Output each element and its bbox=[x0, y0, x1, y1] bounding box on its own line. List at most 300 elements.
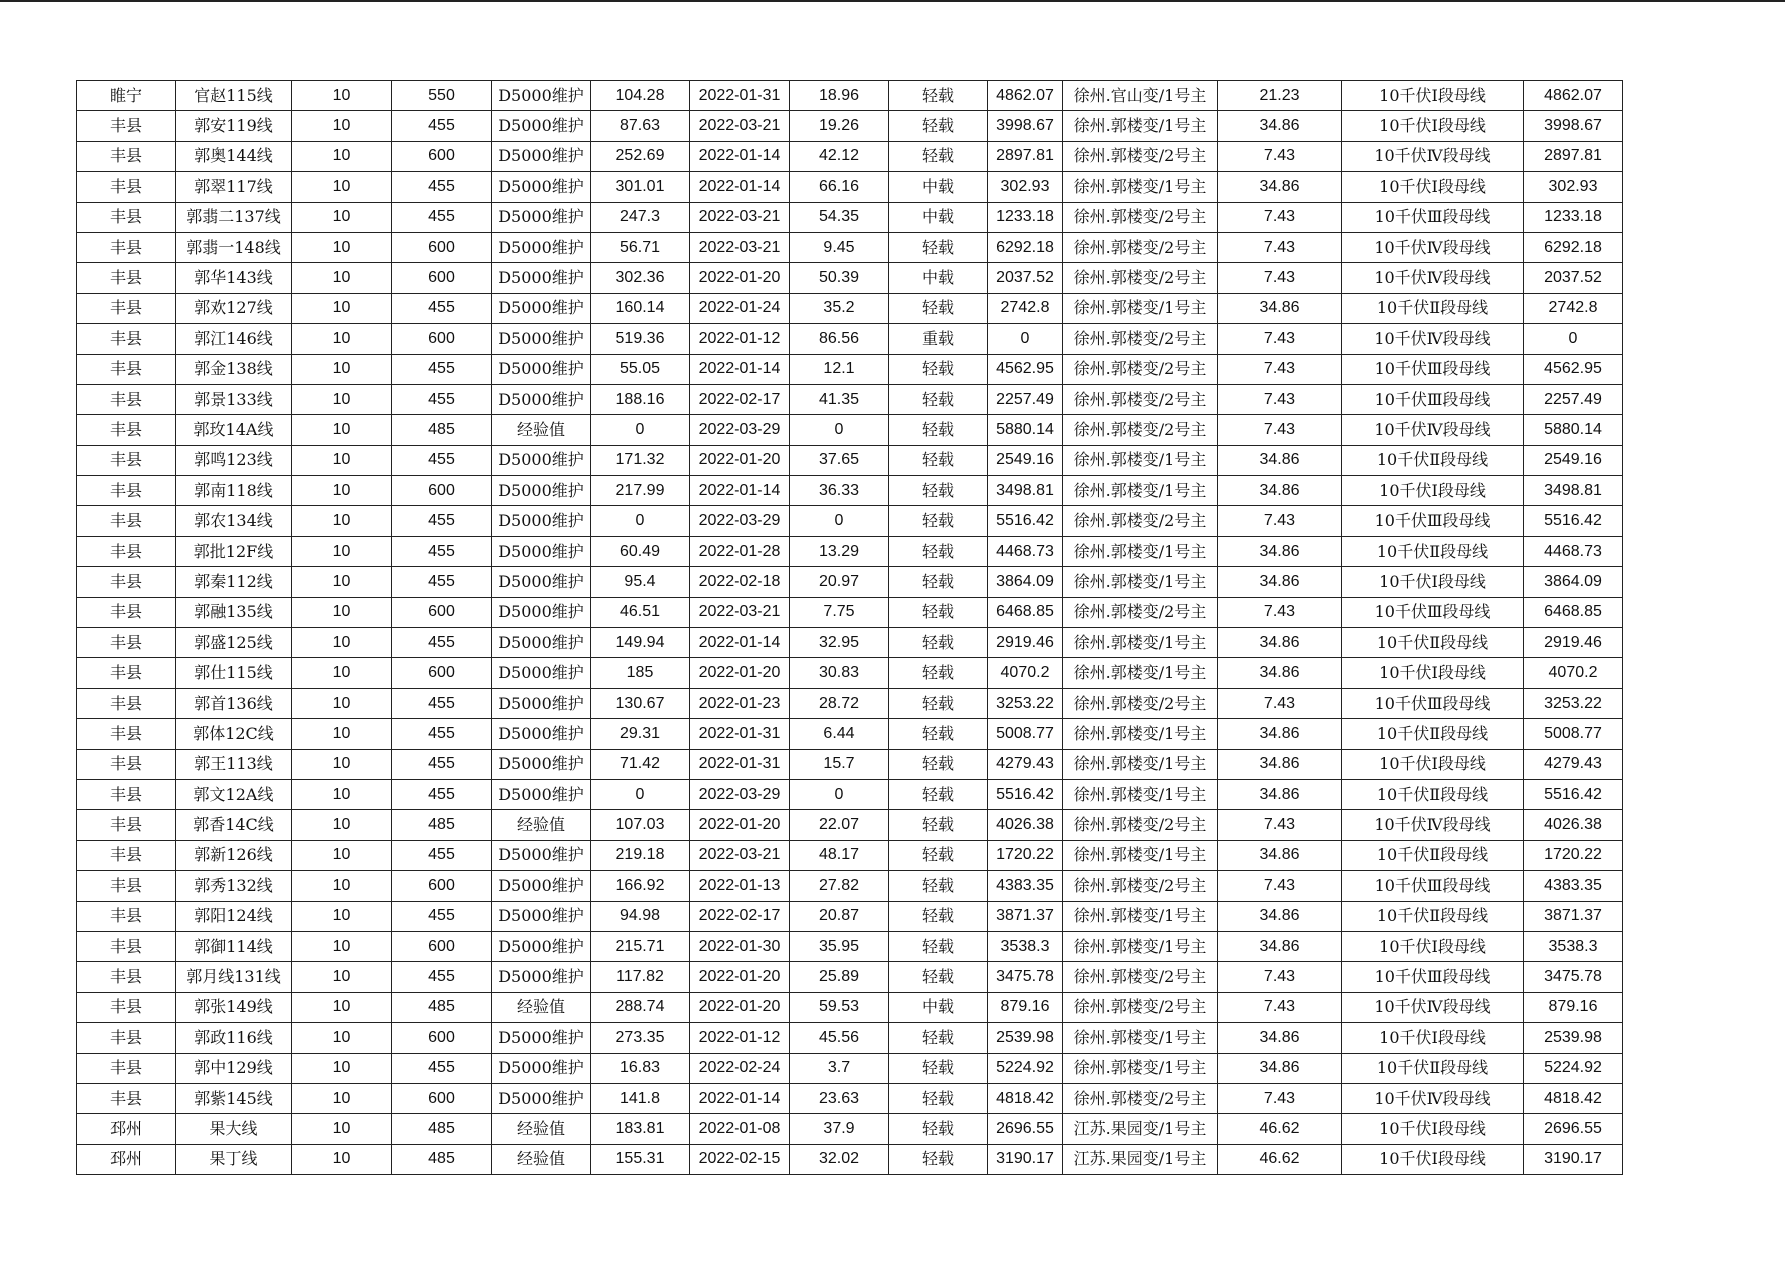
cell-busbar: 10千伏Ⅲ段母线 bbox=[1342, 202, 1524, 232]
cell-voltage: 10 bbox=[292, 992, 392, 1022]
cell-district: 丰县 bbox=[77, 111, 176, 141]
cell-transformer-source: 徐州.郭楼变/2号主 bbox=[1063, 871, 1218, 901]
cell-available-capacity: 4818.42 bbox=[988, 1083, 1063, 1113]
cell-line-name: 郭秦112线 bbox=[176, 567, 292, 597]
cell-load-status: 轻载 bbox=[889, 810, 988, 840]
cell-data-source-method: D5000维护 bbox=[492, 901, 591, 931]
cell-available-capacity: 2919.46 bbox=[988, 628, 1063, 658]
cell-transformer-load-rate: 34.86 bbox=[1218, 931, 1342, 961]
cell-load-rate: 35.95 bbox=[790, 931, 889, 961]
cell-line-name: 郭文12A线 bbox=[176, 779, 292, 809]
cell-busbar-capacity: 4862.07 bbox=[1524, 81, 1623, 111]
cell-data-source-method: D5000维护 bbox=[492, 962, 591, 992]
cell-line-name: 郭阳124线 bbox=[176, 901, 292, 931]
cell-busbar-capacity: 2037.52 bbox=[1524, 263, 1623, 293]
table-row bbox=[77, 324, 1623, 354]
table-row bbox=[77, 172, 1623, 202]
cell-data-source-method: D5000维护 bbox=[492, 324, 591, 354]
cell-voltage: 10 bbox=[292, 628, 392, 658]
cell-transformer-load-rate: 34.86 bbox=[1218, 840, 1342, 870]
cell-transformer-load-rate: 34.86 bbox=[1218, 1023, 1342, 1053]
cell-load-status: 轻载 bbox=[889, 81, 988, 111]
cell-load-status: 中载 bbox=[889, 992, 988, 1022]
cell-date: 2022-03-21 bbox=[690, 111, 790, 141]
cell-district: 丰县 bbox=[77, 962, 176, 992]
cell-line-name: 郭体12C线 bbox=[176, 719, 292, 749]
table-row bbox=[77, 719, 1623, 749]
cell-available-capacity: 4468.73 bbox=[988, 536, 1063, 566]
cell-data-source-method: D5000维护 bbox=[492, 658, 591, 688]
cell-line-name: 郭景133线 bbox=[176, 384, 292, 414]
cell-voltage: 10 bbox=[292, 871, 392, 901]
cell-current-value: 273.35 bbox=[591, 1023, 690, 1053]
cell-transformer-load-rate: 7.43 bbox=[1218, 415, 1342, 445]
cell-rated-current: 600 bbox=[392, 1023, 492, 1053]
cell-date: 2022-01-14 bbox=[690, 354, 790, 384]
cell-transformer-load-rate: 46.62 bbox=[1218, 1144, 1342, 1174]
cell-busbar: 10千伏Ⅳ段母线 bbox=[1342, 1083, 1524, 1113]
cell-data-source-method: D5000维护 bbox=[492, 384, 591, 414]
cell-busbar: 10千伏Ⅰ段母线 bbox=[1342, 1023, 1524, 1053]
cell-date: 2022-01-20 bbox=[690, 962, 790, 992]
cell-district: 丰县 bbox=[77, 415, 176, 445]
cell-current-value: 183.81 bbox=[591, 1114, 690, 1144]
cell-transformer-load-rate: 7.43 bbox=[1218, 506, 1342, 536]
cell-data-source-method: D5000维护 bbox=[492, 840, 591, 870]
cell-rated-current: 455 bbox=[392, 506, 492, 536]
cell-available-capacity: 2257.49 bbox=[988, 384, 1063, 414]
cell-busbar: 10千伏Ⅳ段母线 bbox=[1342, 232, 1524, 262]
cell-voltage: 10 bbox=[292, 810, 392, 840]
cell-transformer-load-rate: 7.43 bbox=[1218, 597, 1342, 627]
cell-district: 丰县 bbox=[77, 719, 176, 749]
cell-load-status: 轻载 bbox=[889, 232, 988, 262]
cell-available-capacity: 4279.43 bbox=[988, 749, 1063, 779]
cell-load-status: 重载 bbox=[889, 324, 988, 354]
cell-available-capacity: 2897.81 bbox=[988, 141, 1063, 171]
cell-date: 2022-02-17 bbox=[690, 901, 790, 931]
cell-available-capacity: 3871.37 bbox=[988, 901, 1063, 931]
feeder-load-table bbox=[76, 80, 1623, 1175]
cell-district: 丰县 bbox=[77, 567, 176, 597]
cell-transformer-source: 徐州.郭楼变/2号主 bbox=[1063, 354, 1218, 384]
cell-date: 2022-01-31 bbox=[690, 749, 790, 779]
cell-load-status: 轻载 bbox=[889, 354, 988, 384]
cell-transformer-load-rate: 34.86 bbox=[1218, 476, 1342, 506]
cell-transformer-source: 徐州.郭楼变/1号主 bbox=[1063, 536, 1218, 566]
table-row bbox=[77, 384, 1623, 414]
cell-date: 2022-01-14 bbox=[690, 476, 790, 506]
cell-current-value: 107.03 bbox=[591, 810, 690, 840]
cell-line-name: 果丁线 bbox=[176, 1144, 292, 1174]
cell-voltage: 10 bbox=[292, 232, 392, 262]
cell-transformer-source: 徐州.郭楼变/2号主 bbox=[1063, 324, 1218, 354]
cell-data-source-method: D5000维护 bbox=[492, 1023, 591, 1053]
cell-load-status: 轻载 bbox=[889, 506, 988, 536]
cell-available-capacity: 3475.78 bbox=[988, 962, 1063, 992]
cell-available-capacity: 5224.92 bbox=[988, 1053, 1063, 1083]
cell-voltage: 10 bbox=[292, 202, 392, 232]
cell-transformer-source: 徐州.郭楼变/2号主 bbox=[1063, 141, 1218, 171]
cell-available-capacity: 2549.16 bbox=[988, 445, 1063, 475]
cell-busbar: 10千伏Ⅰ段母线 bbox=[1342, 931, 1524, 961]
cell-district: 丰县 bbox=[77, 840, 176, 870]
cell-data-source-method: D5000维护 bbox=[492, 172, 591, 202]
cell-load-status: 轻载 bbox=[889, 111, 988, 141]
cell-transformer-load-rate: 7.43 bbox=[1218, 263, 1342, 293]
cell-district: 丰县 bbox=[77, 141, 176, 171]
table-row bbox=[77, 1144, 1623, 1174]
cell-data-source-method: D5000维护 bbox=[492, 506, 591, 536]
cell-available-capacity: 3864.09 bbox=[988, 567, 1063, 597]
cell-load-rate: 3.7 bbox=[790, 1053, 889, 1083]
cell-load-rate: 25.89 bbox=[790, 962, 889, 992]
cell-line-name: 郭月线131线 bbox=[176, 962, 292, 992]
cell-transformer-source: 徐州.郭楼变/1号主 bbox=[1063, 445, 1218, 475]
cell-busbar-capacity: 6292.18 bbox=[1524, 232, 1623, 262]
cell-current-value: 188.16 bbox=[591, 384, 690, 414]
cell-load-rate: 32.95 bbox=[790, 628, 889, 658]
table-row bbox=[77, 871, 1623, 901]
cell-data-source-method: D5000维护 bbox=[492, 293, 591, 323]
cell-current-value: 55.05 bbox=[591, 354, 690, 384]
table-row bbox=[77, 232, 1623, 262]
cell-district: 丰县 bbox=[77, 1053, 176, 1083]
cell-transformer-source: 徐州.郭楼变/1号主 bbox=[1063, 840, 1218, 870]
cell-busbar: 10千伏Ⅰ段母线 bbox=[1342, 81, 1524, 111]
cell-available-capacity: 2539.98 bbox=[988, 1023, 1063, 1053]
cell-load-status: 轻载 bbox=[889, 1053, 988, 1083]
cell-rated-current: 455 bbox=[392, 293, 492, 323]
cell-line-name: 郭秀132线 bbox=[176, 871, 292, 901]
cell-rated-current: 600 bbox=[392, 1083, 492, 1113]
cell-date: 2022-01-14 bbox=[690, 141, 790, 171]
cell-transformer-source: 徐州.郭楼变/1号主 bbox=[1063, 111, 1218, 141]
cell-voltage: 10 bbox=[292, 779, 392, 809]
cell-date: 2022-03-21 bbox=[690, 840, 790, 870]
cell-date: 2022-01-08 bbox=[690, 1114, 790, 1144]
cell-rated-current: 455 bbox=[392, 354, 492, 384]
cell-available-capacity: 4562.95 bbox=[988, 354, 1063, 384]
cell-rated-current: 600 bbox=[392, 871, 492, 901]
cell-busbar: 10千伏Ⅱ段母线 bbox=[1342, 719, 1524, 749]
cell-available-capacity: 302.93 bbox=[988, 172, 1063, 202]
cell-voltage: 10 bbox=[292, 536, 392, 566]
cell-current-value: 87.63 bbox=[591, 111, 690, 141]
cell-load-status: 轻载 bbox=[889, 658, 988, 688]
cell-district: 丰县 bbox=[77, 992, 176, 1022]
table-row bbox=[77, 81, 1623, 111]
cell-transformer-source: 徐州.郭楼变/2号主 bbox=[1063, 962, 1218, 992]
cell-current-value: 94.98 bbox=[591, 901, 690, 931]
cell-line-name: 郭欢127线 bbox=[176, 293, 292, 323]
cell-district: 丰县 bbox=[77, 688, 176, 718]
cell-load-rate: 19.26 bbox=[790, 111, 889, 141]
cell-date: 2022-01-31 bbox=[690, 81, 790, 111]
cell-busbar: 10千伏Ⅳ段母线 bbox=[1342, 324, 1524, 354]
cell-district: 丰县 bbox=[77, 810, 176, 840]
cell-busbar: 10千伏Ⅰ段母线 bbox=[1342, 658, 1524, 688]
cell-current-value: 149.94 bbox=[591, 628, 690, 658]
cell-load-rate: 27.82 bbox=[790, 871, 889, 901]
cell-line-name: 郭玫14A线 bbox=[176, 415, 292, 445]
cell-rated-current: 485 bbox=[392, 1144, 492, 1174]
table-body bbox=[77, 81, 1623, 1175]
table-row bbox=[77, 658, 1623, 688]
cell-load-rate: 86.56 bbox=[790, 324, 889, 354]
cell-data-source-method: D5000维护 bbox=[492, 263, 591, 293]
cell-load-status: 轻载 bbox=[889, 931, 988, 961]
cell-data-source-method: D5000维护 bbox=[492, 354, 591, 384]
cell-load-rate: 50.39 bbox=[790, 263, 889, 293]
cell-busbar-capacity: 3475.78 bbox=[1524, 962, 1623, 992]
table-row bbox=[77, 354, 1623, 384]
cell-rated-current: 600 bbox=[392, 931, 492, 961]
cell-transformer-source: 徐州.郭楼变/1号主 bbox=[1063, 293, 1218, 323]
cell-available-capacity: 0 bbox=[988, 324, 1063, 354]
cell-load-status: 轻载 bbox=[889, 719, 988, 749]
cell-load-status: 轻载 bbox=[889, 384, 988, 414]
cell-available-capacity: 5516.42 bbox=[988, 506, 1063, 536]
cell-rated-current: 455 bbox=[392, 111, 492, 141]
cell-current-value: 29.31 bbox=[591, 719, 690, 749]
cell-busbar-capacity: 2742.8 bbox=[1524, 293, 1623, 323]
cell-busbar-capacity: 2897.81 bbox=[1524, 141, 1623, 171]
cell-rated-current: 455 bbox=[392, 202, 492, 232]
cell-available-capacity: 3538.3 bbox=[988, 931, 1063, 961]
cell-voltage: 10 bbox=[292, 141, 392, 171]
cell-current-value: 301.01 bbox=[591, 172, 690, 202]
cell-rated-current: 600 bbox=[392, 324, 492, 354]
cell-rated-current: 455 bbox=[392, 567, 492, 597]
cell-busbar-capacity: 2549.16 bbox=[1524, 445, 1623, 475]
cell-busbar-capacity: 2919.46 bbox=[1524, 628, 1623, 658]
cell-transformer-source: 徐州.郭楼变/1号主 bbox=[1063, 901, 1218, 931]
cell-line-name: 郭中129线 bbox=[176, 1053, 292, 1083]
cell-data-source-method: D5000维护 bbox=[492, 779, 591, 809]
cell-line-name: 郭鸣123线 bbox=[176, 445, 292, 475]
cell-voltage: 10 bbox=[292, 567, 392, 597]
cell-data-source-method: 经验值 bbox=[492, 415, 591, 445]
cell-voltage: 10 bbox=[292, 1053, 392, 1083]
cell-load-rate: 36.33 bbox=[790, 476, 889, 506]
cell-transformer-source: 徐州.郭楼变/2号主 bbox=[1063, 992, 1218, 1022]
table-row bbox=[77, 597, 1623, 627]
cell-district: 丰县 bbox=[77, 749, 176, 779]
cell-available-capacity: 5516.42 bbox=[988, 779, 1063, 809]
cell-transformer-load-rate: 7.43 bbox=[1218, 324, 1342, 354]
cell-line-name: 郭盛125线 bbox=[176, 628, 292, 658]
cell-busbar: 10千伏Ⅳ段母线 bbox=[1342, 263, 1524, 293]
cell-available-capacity: 4070.2 bbox=[988, 658, 1063, 688]
cell-load-status: 轻载 bbox=[889, 749, 988, 779]
cell-current-value: 0 bbox=[591, 779, 690, 809]
cell-rated-current: 485 bbox=[392, 810, 492, 840]
table-row bbox=[77, 141, 1623, 171]
cell-busbar-capacity: 4383.35 bbox=[1524, 871, 1623, 901]
cell-busbar-capacity: 4026.38 bbox=[1524, 810, 1623, 840]
cell-date: 2022-01-24 bbox=[690, 293, 790, 323]
cell-busbar: 10千伏Ⅰ段母线 bbox=[1342, 1114, 1524, 1144]
cell-busbar-capacity: 1233.18 bbox=[1524, 202, 1623, 232]
cell-district: 丰县 bbox=[77, 476, 176, 506]
cell-data-source-method: D5000维护 bbox=[492, 81, 591, 111]
cell-busbar-capacity: 3871.37 bbox=[1524, 901, 1623, 931]
cell-load-rate: 54.35 bbox=[790, 202, 889, 232]
cell-current-value: 46.51 bbox=[591, 597, 690, 627]
cell-district: 丰县 bbox=[77, 779, 176, 809]
cell-available-capacity: 5880.14 bbox=[988, 415, 1063, 445]
cell-rated-current: 600 bbox=[392, 263, 492, 293]
cell-date: 2022-01-20 bbox=[690, 445, 790, 475]
cell-line-name: 郭新126线 bbox=[176, 840, 292, 870]
cell-data-source-method: 经验值 bbox=[492, 992, 591, 1022]
cell-transformer-load-rate: 7.43 bbox=[1218, 871, 1342, 901]
cell-data-source-method: D5000维护 bbox=[492, 597, 591, 627]
cell-load-status: 轻载 bbox=[889, 962, 988, 992]
cell-voltage: 10 bbox=[292, 962, 392, 992]
cell-voltage: 10 bbox=[292, 688, 392, 718]
cell-rated-current: 455 bbox=[392, 779, 492, 809]
cell-load-rate: 42.12 bbox=[790, 141, 889, 171]
cell-busbar-capacity: 4279.43 bbox=[1524, 749, 1623, 779]
cell-transformer-load-rate: 46.62 bbox=[1218, 1114, 1342, 1144]
cell-line-name: 郭安119线 bbox=[176, 111, 292, 141]
cell-district: 丰县 bbox=[77, 931, 176, 961]
table-row bbox=[77, 445, 1623, 475]
cell-available-capacity: 2037.52 bbox=[988, 263, 1063, 293]
cell-date: 2022-03-29 bbox=[690, 506, 790, 536]
cell-current-value: 160.14 bbox=[591, 293, 690, 323]
cell-rated-current: 600 bbox=[392, 658, 492, 688]
cell-load-status: 轻载 bbox=[889, 293, 988, 323]
cell-load-rate: 20.97 bbox=[790, 567, 889, 597]
cell-busbar-capacity: 6468.85 bbox=[1524, 597, 1623, 627]
cell-voltage: 10 bbox=[292, 719, 392, 749]
cell-line-name: 郭仕115线 bbox=[176, 658, 292, 688]
cell-district: 丰县 bbox=[77, 597, 176, 627]
cell-date: 2022-03-21 bbox=[690, 202, 790, 232]
cell-load-rate: 0 bbox=[790, 779, 889, 809]
cell-data-source-method: D5000维护 bbox=[492, 688, 591, 718]
cell-load-rate: 9.45 bbox=[790, 232, 889, 262]
cell-data-source-method: D5000维护 bbox=[492, 567, 591, 597]
cell-load-rate: 15.7 bbox=[790, 749, 889, 779]
cell-busbar: 10千伏Ⅱ段母线 bbox=[1342, 779, 1524, 809]
cell-data-source-method: D5000维护 bbox=[492, 1053, 591, 1083]
cell-date: 2022-01-20 bbox=[690, 658, 790, 688]
table-row bbox=[77, 111, 1623, 141]
cell-rated-current: 455 bbox=[392, 445, 492, 475]
cell-data-source-method: D5000维护 bbox=[492, 202, 591, 232]
cell-transformer-load-rate: 7.43 bbox=[1218, 810, 1342, 840]
cell-available-capacity: 4383.35 bbox=[988, 871, 1063, 901]
cell-available-capacity: 5008.77 bbox=[988, 719, 1063, 749]
cell-load-status: 轻载 bbox=[889, 628, 988, 658]
cell-busbar: 10千伏Ⅱ段母线 bbox=[1342, 1053, 1524, 1083]
cell-district: 丰县 bbox=[77, 202, 176, 232]
cell-date: 2022-02-24 bbox=[690, 1053, 790, 1083]
cell-transformer-load-rate: 7.43 bbox=[1218, 202, 1342, 232]
cell-busbar: 10千伏Ⅰ段母线 bbox=[1342, 476, 1524, 506]
cell-transformer-source: 徐州.郭楼变/1号主 bbox=[1063, 172, 1218, 202]
table-row bbox=[77, 688, 1623, 718]
cell-busbar-capacity: 5008.77 bbox=[1524, 719, 1623, 749]
cell-current-value: 95.4 bbox=[591, 567, 690, 597]
cell-load-status: 轻载 bbox=[889, 779, 988, 809]
cell-district: 丰县 bbox=[77, 324, 176, 354]
cell-voltage: 10 bbox=[292, 81, 392, 111]
cell-transformer-load-rate: 7.43 bbox=[1218, 962, 1342, 992]
cell-transformer-source: 徐州.郭楼变/1号主 bbox=[1063, 658, 1218, 688]
cell-rated-current: 455 bbox=[392, 384, 492, 414]
cell-busbar-capacity: 4818.42 bbox=[1524, 1083, 1623, 1113]
cell-date: 2022-01-12 bbox=[690, 324, 790, 354]
cell-load-rate: 18.96 bbox=[790, 81, 889, 111]
cell-line-name: 郭金138线 bbox=[176, 354, 292, 384]
cell-load-status: 轻载 bbox=[889, 597, 988, 627]
cell-line-name: 郭翠117线 bbox=[176, 172, 292, 202]
cell-rated-current: 455 bbox=[392, 749, 492, 779]
table-row bbox=[77, 1114, 1623, 1144]
cell-transformer-load-rate: 7.43 bbox=[1218, 1083, 1342, 1113]
cell-current-value: 302.36 bbox=[591, 263, 690, 293]
cell-busbar-capacity: 3998.67 bbox=[1524, 111, 1623, 141]
cell-transformer-source: 徐州.郭楼变/2号主 bbox=[1063, 232, 1218, 262]
cell-current-value: 217.99 bbox=[591, 476, 690, 506]
cell-transformer-source: 徐州.郭楼变/1号主 bbox=[1063, 628, 1218, 658]
cell-busbar-capacity: 1720.22 bbox=[1524, 840, 1623, 870]
cell-district: 邳州 bbox=[77, 1144, 176, 1174]
cell-load-status: 轻载 bbox=[889, 1114, 988, 1144]
cell-load-rate: 28.72 bbox=[790, 688, 889, 718]
cell-date: 2022-01-14 bbox=[690, 1083, 790, 1113]
cell-date: 2022-01-20 bbox=[690, 992, 790, 1022]
cell-data-source-method: D5000维护 bbox=[492, 232, 591, 262]
cell-load-status: 轻载 bbox=[889, 688, 988, 718]
cell-transformer-load-rate: 7.43 bbox=[1218, 232, 1342, 262]
cell-data-source-method: D5000维护 bbox=[492, 719, 591, 749]
cell-busbar: 10千伏Ⅱ段母线 bbox=[1342, 536, 1524, 566]
table-row bbox=[77, 415, 1623, 445]
cell-voltage: 10 bbox=[292, 172, 392, 202]
cell-busbar: 10千伏Ⅰ段母线 bbox=[1342, 749, 1524, 779]
table-row bbox=[77, 202, 1623, 232]
cell-available-capacity: 1233.18 bbox=[988, 202, 1063, 232]
cell-date: 2022-03-29 bbox=[690, 415, 790, 445]
cell-load-status: 中载 bbox=[889, 172, 988, 202]
cell-data-source-method: D5000维护 bbox=[492, 931, 591, 961]
cell-district: 丰县 bbox=[77, 293, 176, 323]
cell-busbar-capacity: 3538.3 bbox=[1524, 931, 1623, 961]
cell-transformer-load-rate: 7.43 bbox=[1218, 688, 1342, 718]
cell-data-source-method: 经验值 bbox=[492, 1144, 591, 1174]
cell-transformer-source: 徐州.郭楼变/1号主 bbox=[1063, 1053, 1218, 1083]
cell-available-capacity: 3498.81 bbox=[988, 476, 1063, 506]
cell-load-rate: 13.29 bbox=[790, 536, 889, 566]
cell-voltage: 10 bbox=[292, 354, 392, 384]
cell-district: 丰县 bbox=[77, 354, 176, 384]
table-row bbox=[77, 1023, 1623, 1053]
cell-line-name: 郭华143线 bbox=[176, 263, 292, 293]
cell-load-rate: 45.56 bbox=[790, 1023, 889, 1053]
cell-transformer-source: 徐州.郭楼变/1号主 bbox=[1063, 719, 1218, 749]
cell-available-capacity: 1720.22 bbox=[988, 840, 1063, 870]
cell-district: 丰县 bbox=[77, 506, 176, 536]
cell-load-rate: 20.87 bbox=[790, 901, 889, 931]
cell-transformer-load-rate: 7.43 bbox=[1218, 354, 1342, 384]
cell-current-value: 56.71 bbox=[591, 232, 690, 262]
